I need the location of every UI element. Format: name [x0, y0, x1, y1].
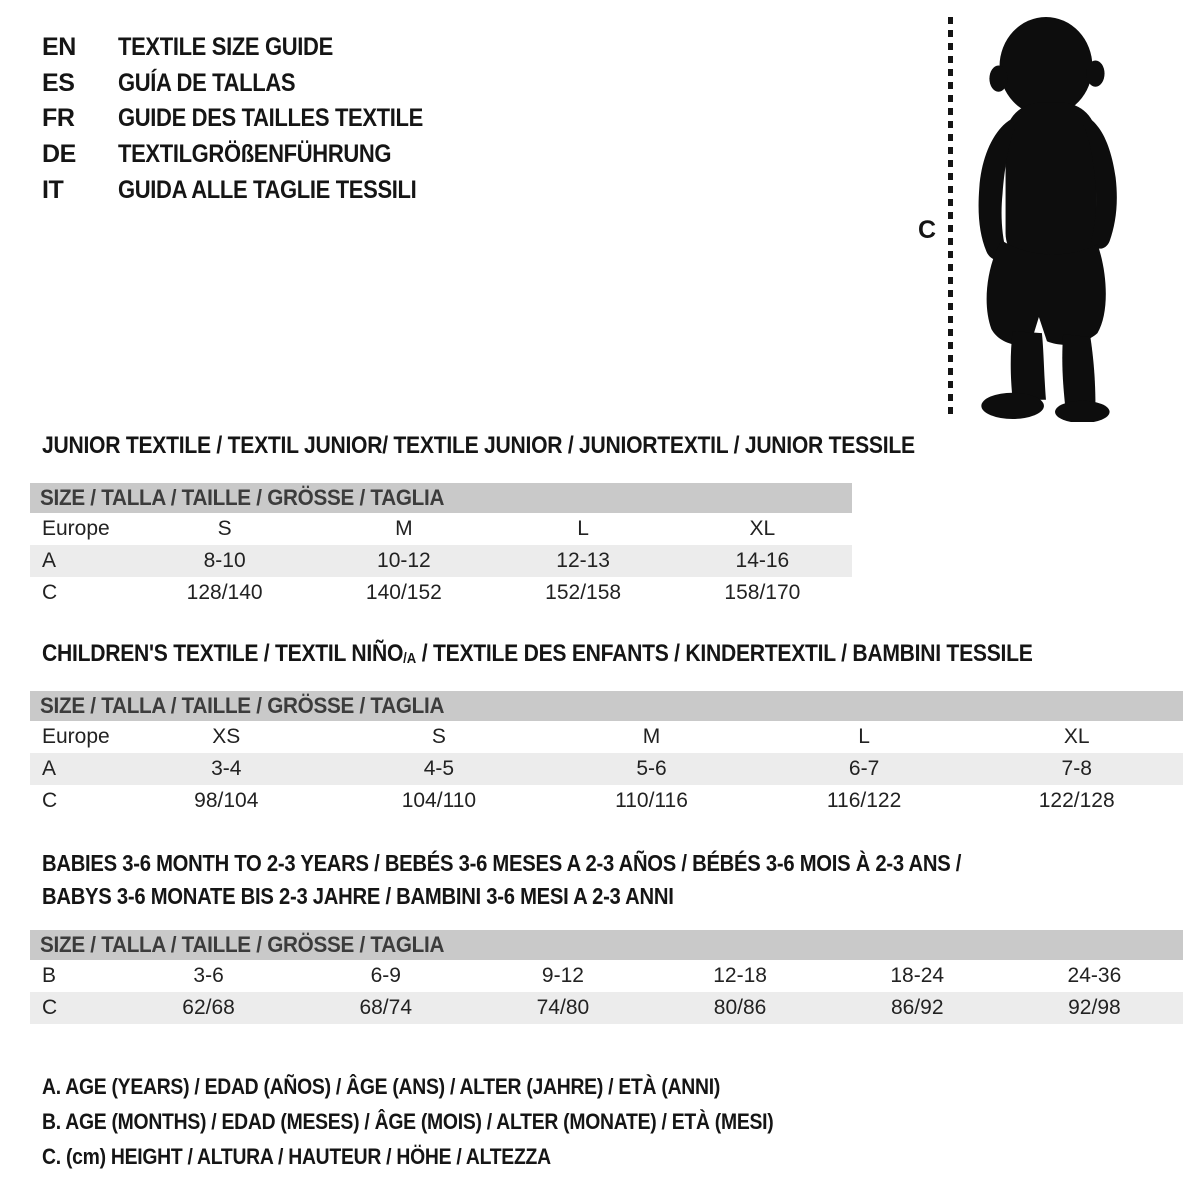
age-cell: 4-5 — [423, 757, 455, 780]
height-cell: 86/92 — [890, 996, 944, 1019]
age-cell: 14-16 — [735, 549, 790, 572]
table-row-age-years — [30, 753, 1183, 785]
table-row-height-cm — [30, 785, 1183, 817]
size-cell: XS — [212, 725, 241, 748]
row-label: Europe — [42, 725, 110, 748]
toddler-silhouette-icon — [966, 14, 1134, 422]
height-cell: 104/110 — [401, 789, 477, 812]
language-code: FR — [42, 104, 75, 133]
language-row-it — [42, 172, 465, 208]
row-label: C — [42, 996, 58, 1019]
language-title-list — [42, 30, 465, 208]
height-cell: 128/140 — [186, 581, 263, 604]
height-cell: 152/158 — [545, 581, 622, 604]
legend-age-months: B. AGE (MONTHS) / EDAD (MESES) / ÂGE (MOIS) / ALTER (MONATE) / ETÀ (MESI) — [42, 1109, 774, 1134]
babies-table-size-header: SIZE / TALLA / TAILLE / GRÖSSE / TAGLIA — [30, 930, 1183, 960]
table-row-europe — [30, 721, 1183, 753]
row-label: A — [42, 549, 57, 572]
language-title: GUÍA DE TALLAS — [118, 68, 296, 97]
size-cell: L — [577, 517, 589, 540]
children-section-title: CHILDREN'S TEXTILE / TEXTIL NIÑO/A / TEXTILE DES ENFANTS / KINDERTEXTIL / BAMBINI TESSILE — [42, 640, 1033, 667]
row-label: C — [42, 789, 58, 812]
language-row-de — [42, 137, 465, 173]
height-cell: 140/152 — [365, 581, 442, 604]
legend-age-years: A. AGE (YEARS) / EDAD (AÑOS) / ÂGE (ANS) / ALTER (JAHRE) / ETÀ (ANNI) — [42, 1074, 721, 1099]
age-cell: 24-36 — [1067, 964, 1122, 987]
height-cell: 110/116 — [615, 789, 688, 812]
language-title: TEXTILE SIZE GUIDE — [118, 33, 333, 62]
age-cell: 10-12 — [377, 549, 431, 572]
size-cell: L — [858, 725, 870, 748]
children-table-size-header: SIZE / TALLA / TAILLE / GRÖSSE / TAGLIA — [30, 691, 1183, 721]
row-label: C — [42, 581, 58, 604]
language-code: DE — [42, 140, 76, 169]
nino-a-subscript: /A — [403, 650, 417, 667]
age-cell: 18-24 — [890, 964, 945, 987]
babies-section-title-line2: BABYS 3-6 MONATE BIS 2-3 JAHRE / BAMBINI 3-6 MESI A 2-3 ANNI — [42, 883, 674, 909]
age-cell: 9-12 — [541, 964, 584, 987]
size-cell: S — [431, 725, 446, 748]
size-cell: M — [395, 517, 413, 540]
age-cell: 5-6 — [636, 757, 667, 780]
row-label: B — [42, 964, 57, 987]
language-row-fr — [42, 101, 465, 137]
language-code: EN — [42, 33, 76, 62]
babies-size-table — [30, 930, 1183, 1024]
language-title: GUIDA ALLE TAGLIE TESSILI — [118, 175, 417, 204]
age-cell: 12-13 — [556, 549, 610, 572]
height-cell: 92/98 — [1068, 996, 1121, 1019]
height-cell: 62/68 — [182, 996, 235, 1019]
height-measure-label: C — [918, 216, 937, 244]
height-cell: 74/80 — [536, 996, 590, 1019]
babies-section-title-line1: BABIES 3-6 MONTH TO 2-3 YEARS / BEBÉS 3-6 MESES A 2-3 AÑOS / BÉBÉS 3-6 MOIS À 2-3 ANS / — [42, 850, 962, 876]
junior-table-size-header: SIZE / TALLA / TAILLE / GRÖSSE / TAGLIA — [30, 483, 852, 513]
age-cell: 3-6 — [193, 964, 224, 987]
table-row-height-cm — [30, 992, 1183, 1024]
row-label: Europe — [42, 517, 110, 540]
height-cell: 122/128 — [1038, 789, 1115, 812]
height-cell: 68/74 — [359, 996, 413, 1019]
size-cell: S — [217, 517, 232, 540]
size-cell: M — [642, 725, 661, 748]
age-cell: 8-10 — [203, 549, 246, 572]
children-size-table — [30, 691, 1183, 817]
table-row-height-cm — [30, 577, 852, 609]
age-cell: 6-9 — [370, 964, 401, 987]
table-row-age-months — [30, 960, 1183, 992]
row-label: A — [42, 757, 57, 780]
height-measure-dashed-line — [948, 17, 953, 415]
table-row-europe — [30, 513, 852, 545]
language-code: ES — [42, 68, 75, 97]
age-cell: 7-8 — [1061, 757, 1092, 780]
legend-height-cm: C. (cm) HEIGHT / ALTURA / HAUTEUR / HÖHE / ALTEZZA — [42, 1144, 551, 1169]
age-cell: 12-18 — [713, 964, 767, 987]
language-title: TEXTILGRÖßENFÜHRUNG — [118, 140, 392, 169]
height-cell: 98/104 — [194, 789, 259, 812]
language-row-en — [42, 30, 465, 66]
size-cell: XL — [749, 517, 776, 540]
height-cell: 116/122 — [826, 789, 902, 812]
language-title: GUIDE DES TAILLES TEXTILE — [118, 104, 423, 133]
table-row-age-years — [30, 545, 852, 577]
height-cell: 158/170 — [724, 581, 801, 604]
height-cell: 80/86 — [713, 996, 767, 1019]
age-cell: 3-4 — [211, 757, 242, 780]
age-cell: 6-7 — [848, 757, 880, 780]
size-cell: XL — [1063, 725, 1090, 748]
junior-size-table — [30, 483, 852, 609]
junior-section-title: JUNIOR TEXTILE / TEXTIL JUNIOR/ TEXTILE JUNIOR / JUNIORTEXTIL / JUNIOR TESSILE — [42, 432, 915, 459]
language-row-es — [42, 66, 465, 102]
language-code: IT — [42, 175, 64, 204]
